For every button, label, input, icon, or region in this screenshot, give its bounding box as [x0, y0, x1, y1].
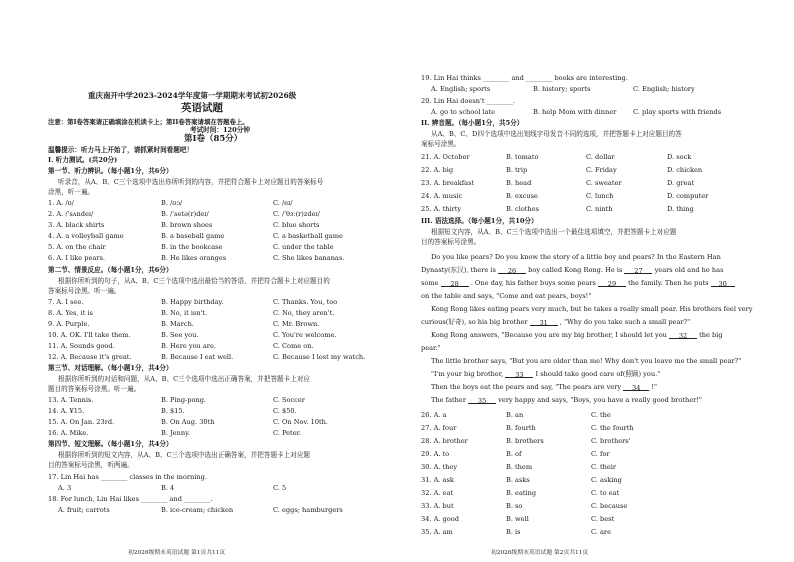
q28-option-c: C. brothers': [591, 437, 631, 445]
q13-option-b: B. Ping-pong.: [161, 396, 207, 404]
q7-option-a: 7. A. I see.: [48, 298, 84, 306]
blank-34: 34: [623, 384, 649, 391]
q16-option-c: C. Peter.: [273, 429, 302, 437]
q17-stem: 17. Lin Hai has ________ classes in the morning.: [48, 473, 207, 481]
q5-option-a: 5. A. on the chair: [48, 243, 106, 251]
passage-line-6: [421, 318, 690, 326]
q21-option-a: 21. A. October: [421, 153, 470, 161]
blank-30: 30: [711, 280, 735, 287]
q22-option-a: 22. A. big: [421, 166, 454, 174]
q31-option-a: 31. A. ask: [421, 476, 454, 484]
q5-option-c: C. under the table: [273, 243, 334, 251]
q17-option-c: C. 5: [273, 484, 287, 492]
q11-option-a: 11. A. Sounds good.: [48, 342, 115, 350]
left-column: [48, 0, 398, 562]
q22-option-b: B. trip: [506, 166, 528, 174]
q25-option-a: 25. A. thirty: [421, 205, 462, 213]
q18-stem: 18. For lunch, Lin Hai likes ________ and ________.: [48, 495, 213, 503]
q5-option-b: B. in the bookcase: [161, 243, 223, 251]
q17-option-b: B. 4: [161, 484, 175, 492]
q12-option-b: B. Because I eat well.: [161, 353, 234, 361]
q6-option-a: 6. A. I like pears.: [48, 254, 105, 262]
q19-option-c: C. English; history: [633, 85, 695, 93]
q2-option-c: C. /ˈθɜː(r)zdeɪ/: [273, 210, 320, 218]
q35-option-a: 35. A. am: [421, 528, 453, 536]
q22-option-c: C. Friday: [586, 166, 617, 174]
grammar-instruction-2: 目的答案标号涂黑。: [421, 238, 481, 246]
q1-option-a: 1. A. /ʊ/: [48, 199, 74, 207]
q15-option-c: C. On Nov. 10th.: [273, 418, 329, 426]
q28-option-a: 28. A. brother: [421, 437, 468, 445]
blank-28: 28: [441, 280, 469, 287]
q19-option-b: B. history; sports: [533, 85, 591, 93]
listening-part3-instruction: 根据你所听到的对话和问题，从A、B、C三个选项中选出正确答案，并把答题卡上对应: [58, 375, 311, 383]
q8-option-b: B. No, it isn't.: [161, 309, 208, 317]
q32-option-b: B. eating: [506, 489, 537, 497]
q6-option-c: C. She likes bananas.: [273, 254, 345, 262]
q31-option-c: C. asking: [591, 476, 622, 484]
q32-option-c: C. to eat: [591, 489, 620, 497]
passage-text: "I'm your big brother,: [431, 370, 504, 378]
passage-line-2: [421, 266, 723, 274]
left-footer: 初2026级期末英语试题 第1页共11页: [128, 550, 226, 556]
pronunciation-instruction: 从A、B、C、D四个选项中选出划线字母发音不同的选项，并把答题卡上对应题目的答: [431, 130, 682, 138]
q24-option-c: C. lunch: [586, 192, 614, 200]
q33-option-b: B. so: [506, 502, 523, 510]
q18-option-c: C. eggs; hamburgers: [273, 506, 343, 514]
q27-option-c: C. the fourth: [591, 424, 634, 432]
passage-line-11: [431, 383, 657, 391]
subject-title: 英语试题: [181, 102, 223, 114]
q12-option-c: C. Because I lost my watch.: [273, 353, 366, 361]
q23-option-c: C. sweater: [586, 179, 622, 187]
q6-option-b: B. He likes oranges: [161, 254, 227, 262]
passage-line-8: pear.": [421, 344, 441, 352]
q20-stem: 20. Lin Hai doesn't ________.: [421, 97, 516, 105]
q23-option-a: 23. A. breakfast: [421, 179, 475, 187]
q7-option-b: B. Happy birthday.: [161, 298, 224, 306]
passage-text: Dynasty(东汉), there is: [421, 266, 496, 274]
q11-option-b: B. Here you are.: [161, 342, 216, 350]
listening-part4-heading: 第四节、短文理解。（每小题1分，共4分）: [48, 440, 173, 448]
q11-option-c: C. Come on.: [273, 342, 314, 350]
q13-option-c: C. Soccer: [273, 396, 305, 404]
q34-option-a: 34. A. good: [421, 515, 459, 523]
passage-text: Then the boys eat the pears and say, "The pears are very: [431, 383, 622, 391]
passage-line-12: [431, 396, 702, 404]
q31-option-b: B. asks: [506, 476, 530, 484]
blank-32: 32: [669, 332, 697, 339]
passage-line-5: Kong Rong likes eating pears very much, but he takes a really small pear. His brothers feel very: [431, 305, 753, 313]
q33-option-c: C. because: [591, 502, 628, 510]
q25-option-c: C. ninth: [586, 205, 613, 213]
q16-option-a: 16. A. Mike.: [48, 429, 89, 437]
section-grammar: III. 语法选择。（每小题1分，共10分）: [421, 217, 538, 225]
listening-part2-instruction: 根据你所听到的句子，从A、B、C三个选项中选出最恰当的答语，并把符合题卡上对应题目的: [58, 277, 330, 285]
q26-option-c: C. the: [591, 411, 611, 419]
q21-option-d: D. sock: [667, 153, 692, 161]
passage-line-9: The little brother says, "But you are older than me! Why don't you leave me the small pear?": [431, 357, 742, 365]
pronunciation-instruction-2: 案标号涂黑。: [421, 140, 461, 148]
q8-option-c: C. No, they aren't.: [273, 309, 335, 317]
listening-part2-instruction-2: 答案标号涂黑。听一遍。: [48, 287, 121, 295]
passage-text: boy called Kong Rong. He is: [528, 266, 623, 274]
right-footer: 初2026级期末英语试题 第2页共11页: [491, 550, 589, 556]
q23-option-b: B. head: [506, 179, 532, 187]
blank-31: 31: [530, 319, 558, 326]
q35-option-c: C. are: [591, 528, 611, 536]
q9-option-b: B. March.: [161, 320, 194, 328]
listening-part3-instruction-2: 题目的答案标号涂黑。听一遍。: [48, 385, 141, 393]
exam-time: 考试时间：120分钟: [190, 126, 250, 134]
blank-26: 26: [498, 267, 526, 274]
blank-35: 35: [468, 397, 496, 404]
section-pronunciation: II. 辨音题。（每小题1分，共5分）: [421, 119, 524, 127]
q20-option-c: C. play sports with friends: [633, 108, 722, 116]
passage-text: Kong Rong answers, "Because you are my big brother, I should let you: [431, 331, 667, 339]
q20-option-b: B. help Mom with dinner: [533, 108, 617, 116]
q29-option-b: B. of: [506, 450, 522, 458]
q7-option-c: C. Thanks. You, too: [273, 298, 338, 306]
passage-line-3: [421, 279, 735, 287]
q34-option-b: B. well: [506, 515, 529, 523]
q14-option-b: B. $15.: [161, 407, 185, 415]
passage-line-7: [431, 331, 723, 339]
q27-option-b: B. fourth: [506, 424, 536, 432]
listening-part3-heading: 第三节、对话理解。（每小题1分，共4分）: [48, 364, 173, 372]
passage-text: . One day, his father buys some pears: [470, 279, 596, 287]
q16-option-b: B. Jenny.: [161, 429, 191, 437]
q9-option-c: C. Mr. Brown.: [273, 320, 320, 328]
q15-option-b: B. On Aug. 30th: [161, 418, 215, 426]
listening-part1-heading: 第一节、听力辨识。（每小题1分，共6分）: [48, 167, 173, 175]
q12-option-a: 12. A. Because it's great.: [48, 353, 132, 361]
q18-option-b: B. ice-cream; chicken: [161, 506, 234, 514]
school-title: 重庆南开中学2023-2024学年度第一学期期末考试初2026级: [88, 91, 297, 100]
q15-option-a: 15. A. On Jan. 23rd.: [48, 418, 115, 426]
passage-text: some: [421, 279, 439, 287]
q30-option-a: 30. A. they: [421, 463, 458, 471]
passage-text: years old and he has: [654, 266, 724, 274]
blank-33: 33: [505, 371, 533, 378]
q1-option-b: B. /ʊɔ/: [161, 199, 183, 207]
q32-option-a: 32. A. eat: [421, 489, 454, 497]
passage-text: the family. Then he puts: [628, 279, 709, 287]
q24-option-a: 24. A. music: [421, 192, 463, 200]
listening-part4-instruction-2: 目的答案标号涂黑，听两遍。: [48, 461, 134, 469]
q1-option-c: C. /eɪ/: [273, 199, 293, 207]
q26-option-b: B. an: [506, 411, 524, 419]
passage-text: the big: [699, 331, 723, 339]
q29-option-c: C. for: [591, 450, 610, 458]
q24-option-d: D. computer: [667, 192, 709, 200]
q2-option-a: 2. A. /ˈsʌndeɪ/: [48, 210, 94, 218]
q3-option-c: C. blue shorts: [273, 221, 320, 229]
q23-option-d: D. great: [667, 179, 695, 187]
q30-option-b: B. them: [506, 463, 533, 471]
q28-option-b: B. brothers: [506, 437, 544, 445]
q34-option-c: C. best: [591, 515, 615, 523]
q20-option-a: A. go to school late: [431, 108, 496, 116]
q19-stem: 19. Lin Hai thinks ________ and ________ books are interesting.: [421, 74, 628, 82]
passage-text: !": [651, 383, 658, 391]
q26-option-a: 26. A. a: [421, 411, 447, 419]
listening-reminder: 温馨提示：听力马上开始了，请抓紧时间看题吧！: [48, 146, 194, 154]
passage-line-4: on the table and says, "Come and eat pears, boys!": [421, 292, 592, 300]
q10-option-a: 10. A. OK. I'll take them.: [48, 331, 131, 339]
q19-option-a: A. English; sports: [431, 85, 491, 93]
q4-option-a: 4. A. a volleyball game: [48, 232, 124, 240]
blank-29: 29: [598, 280, 626, 287]
listening-part1-instruction-2: 涂黑，听一遍。: [48, 188, 95, 196]
q17-option-a: A. 3: [58, 484, 72, 492]
q35-option-b: B. is: [506, 528, 521, 536]
q4-option-b: B. a baseball game: [161, 232, 225, 240]
q25-option-d: D. thing: [667, 205, 694, 213]
q24-option-b: B. excuse: [506, 192, 538, 200]
listening-part1-instruction: 听录音，从A、B、C三个选项中选出你所听到的内容，并把符合题卡上对应题目的答案标号: [58, 178, 324, 186]
section-listening: I. 听力测试。(共20分): [48, 156, 118, 164]
q25-option-b: B. clothes: [506, 205, 539, 213]
q8-option-a: 8. A. Yes, it is: [48, 309, 93, 317]
listening-part2-heading: 第二节、情景反应。（每小题1分，共6分）: [48, 266, 173, 274]
q33-option-a: 33. A. but: [421, 502, 454, 510]
passage-line-10: [431, 370, 660, 378]
passage-text: , "Why do you take such a small pear?": [559, 318, 691, 326]
grammar-instruction: 根据短文内容，从A、B、C三个选项中选出一个最佳选项填空，并把答题卡上对应题: [431, 228, 677, 236]
part-one-heading: 第I卷（85分）: [184, 134, 243, 144]
q13-option-a: 13. A. Tennis.: [48, 396, 94, 404]
exam-note: 注意：第I卷答案请正确填涂在机读卡上；第II卷答案请填在答题卷上。: [48, 118, 249, 126]
q10-option-b: B. See you.: [161, 331, 199, 339]
q29-option-a: 29. A. to: [421, 450, 450, 458]
blank-27: 27: [624, 267, 652, 274]
q27-option-a: 27. A. four: [421, 424, 457, 432]
passage-line-1: Do you like pears? Do you know the story of a little boy and pears? In the Eastern Han: [431, 253, 721, 261]
q21-option-b: B. tomato: [506, 153, 539, 161]
q9-option-a: 9. A. Purple.: [48, 320, 90, 328]
q3-option-a: 3. A. black shirts: [48, 221, 105, 229]
q10-option-c: C. You're welcome.: [273, 331, 337, 339]
q18-option-a: A. fruit; carrots: [58, 506, 110, 514]
q30-option-c: C. their: [591, 463, 617, 471]
passage-text: curious(好奇), so his big brother: [421, 318, 528, 326]
q22-option-d: D. chicken: [667, 166, 703, 174]
q21-option-c: C. dollar: [586, 153, 615, 161]
q3-option-b: B. brown shoes: [161, 221, 213, 229]
listening-part4-instruction: 根据你所听到的短文内容，从A、B、C三个选项中选出正确答案，并把答题卡上对应题: [58, 451, 311, 459]
q14-option-c: C. $50.: [273, 407, 297, 415]
passage-text: I should take good care of(照顾) you.": [535, 370, 661, 378]
q4-option-c: C. a basketball game: [273, 232, 343, 240]
right-column: [421, 0, 759, 562]
q2-option-b: B. /ˈsetə(r)deɪ/: [161, 210, 209, 218]
passage-text: very happy and says, "Boys, you have a really good brother!": [498, 396, 702, 404]
passage-text: The father: [431, 396, 466, 404]
q14-option-a: 14. A. ¥15.: [48, 407, 85, 415]
